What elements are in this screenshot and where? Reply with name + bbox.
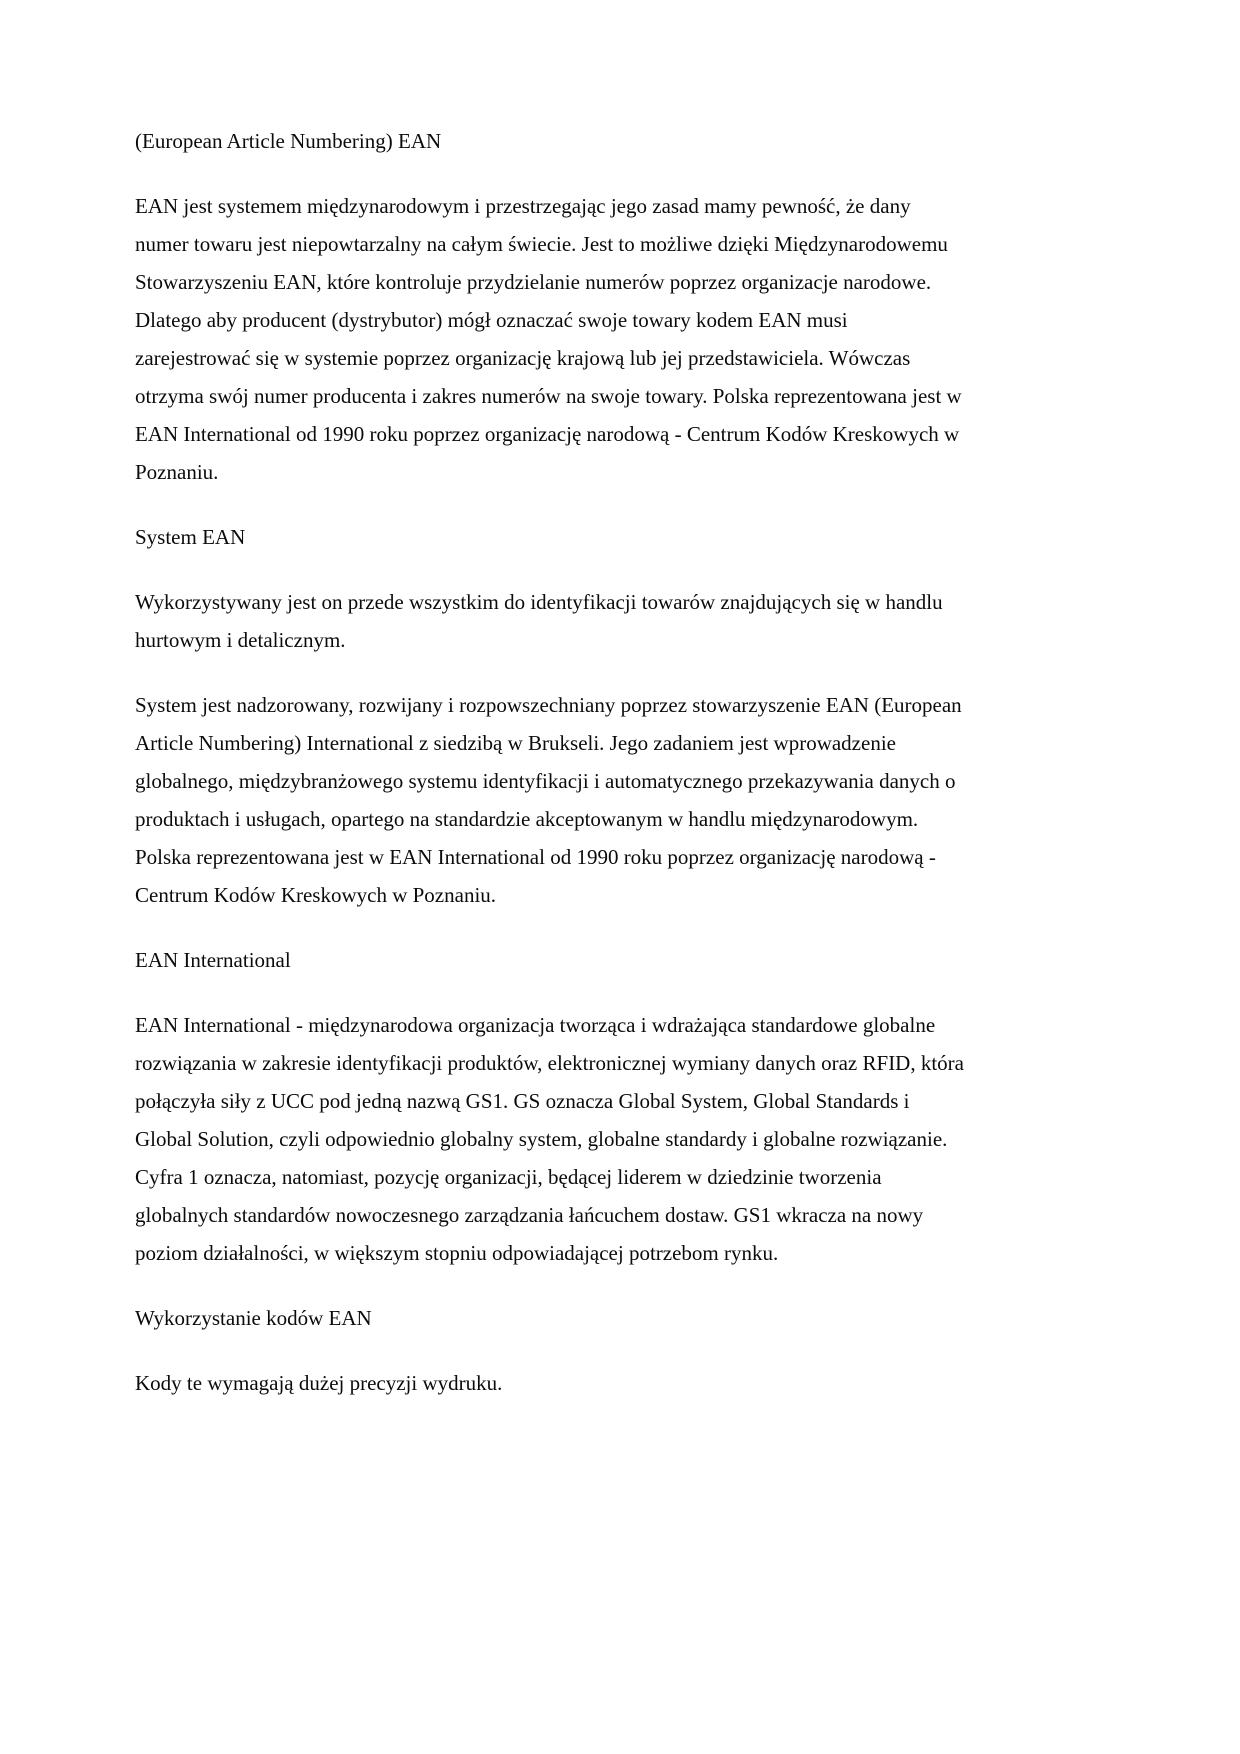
paragraph-ean-international: EAN International - międzynarodowa organizacja tworząca i wdrażająca standardowe globalne rozwiązania w zakresie identyfikacji produktów, elektronicznej wymiany danych oraz RFID, która połączyła siły z UCC pod jedną nazwą GS1. GS oznacza Global System, Global Standards i Global Solution, czyli odpowiednio globalny system, globalne standardy i globalne rozwiązanie. Cyfra 1 oznacza, natomiast, pozycję organizacji, będącej liderem w dziedzinie tworzenia globalnych standardów nowoczesnego zarządzania łańcuchem dostaw. GS1 wkracza na nowy poziom działalności, w większym stopniu odpowiadającej potrzebom rynku. — [135, 1013, 964, 1265]
heading-system-ean: System EAN — [135, 525, 246, 549]
paragraph-system-ean-usage: Wykorzystywany jest on przede wszystkim do identyfikacji towarów znajdujących się w handlu hurtowym i detalicznym. — [135, 590, 943, 652]
heading-ean-international: EAN International — [135, 948, 291, 972]
heading-wykorzystanie-kodow-ean: Wykorzystanie kodów EAN — [135, 1306, 372, 1330]
document-title: (European Article Numbering) EAN — [135, 129, 442, 153]
paragraph-system-ean-governance: System jest nadzorowany, rozwijany i rozpowszechniany poprzez stowarzyszenie EAN (European Article Numbering) International z siedzibą w Brukseli. Jego zadaniem jest wprowadzenie globalnego, międzybranżowego systemu identyfikacji i automatycznego przekazywania danych o produktach i usługach, opartego na standardzie akceptowanym w handlu międzynarodowym. Polska reprezentowana jest w EAN International od 1990 roku poprzez organizację narodową - Centrum Kodów Kreskowych w Poznaniu. — [135, 693, 962, 907]
paragraph-kody-precyzja: Kody te wymagają dużej precyzji wydruku. — [135, 1371, 503, 1395]
document-content — [135, 122, 967, 1429]
paragraph-ean-intro: EAN jest systemem międzynarodowym i przestrzegając jego zasad mamy pewność, że dany numer towaru jest niepowtarzalny na całym świecie. Jest to możliwe dzięki Międzynarodowemu Stowarzyszeniu EAN, które kontroluje przydzielanie numerów poprzez organizacje narodowe. Dlatego aby producent (dystrybutor) mógł oznaczać swoje towary kodem EAN musi zarejestrować się w systemie poprzez organizację krajową lub jej przedstawiciela. Wówczas otrzyma swój numer producenta i zakres numerów na swoje towary. Polska reprezentowana jest w EAN International od 1990 roku poprzez organizację narodową - Centrum Kodów Kreskowych w Poznaniu. — [135, 194, 962, 484]
